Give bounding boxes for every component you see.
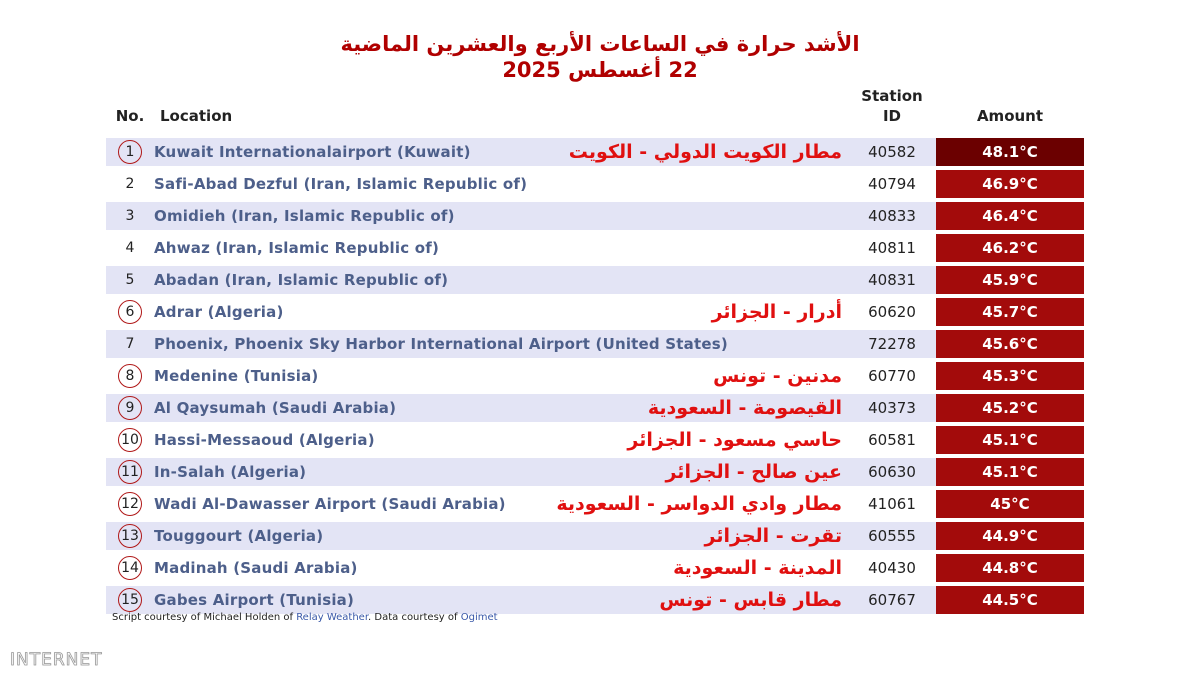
- rank-number-circled: 15: [118, 588, 142, 612]
- temperature-cell: 44.5°C: [936, 586, 1084, 614]
- station-id-cell: 60620: [848, 298, 936, 326]
- rank-cell: [106, 234, 154, 262]
- rank-number-circled: 9: [118, 396, 142, 420]
- station-id-cell: 40831: [848, 266, 936, 294]
- ogimet-link[interactable]: Ogimet: [460, 612, 498, 623]
- table-row: [106, 234, 1084, 262]
- location-cell: [154, 554, 848, 582]
- location-arabic-label: تقرت - الجزائر: [704, 525, 842, 547]
- location-name: Ahwaz (Iran, Islamic Republic of): [154, 239, 439, 257]
- temperature-cell: 44.8°C: [936, 554, 1084, 582]
- rank-number-circled: 11: [118, 460, 142, 484]
- location-arabic-label: مدنين - تونس: [713, 365, 842, 387]
- location-cell: [154, 202, 848, 230]
- station-id-cell: 40582: [848, 138, 936, 166]
- rank-number: 2: [125, 176, 135, 192]
- station-id-cell: 60555: [848, 522, 936, 550]
- station-id-cell: 40430: [848, 554, 936, 582]
- rank-cell: [106, 458, 154, 486]
- temperature-cell: 45.1°C: [936, 458, 1084, 486]
- column-header-station-id: [848, 86, 936, 134]
- location-name: In-Salah (Algeria): [154, 463, 307, 481]
- station-id-cell: 40794: [848, 170, 936, 198]
- rank-cell: [106, 490, 154, 518]
- rank-number-circled: 8: [118, 364, 142, 388]
- location-name: Hassi-Messaoud (Algeria): [154, 431, 375, 449]
- credits-text-2: . Data courtesy of: [368, 612, 461, 623]
- rank-cell: [106, 298, 154, 326]
- station-id-cell: 60770: [848, 362, 936, 390]
- location-cell: [154, 522, 848, 550]
- location-cell: [154, 266, 848, 294]
- rank-cell: [106, 362, 154, 390]
- temperature-cell: 45.7°C: [936, 298, 1084, 326]
- location-cell: [154, 586, 848, 614]
- column-header-amount: Amount: [976, 107, 1044, 125]
- location-name: Phoenix, Phoenix Sky Harbor International Airport (United States): [154, 335, 728, 353]
- temperature-cell: 45.9°C: [936, 266, 1084, 294]
- location-name: Gabes Airport (Tunisia): [154, 591, 355, 609]
- rank-cell: [106, 330, 154, 358]
- temperature-cell: 45.2°C: [936, 394, 1084, 422]
- location-name: Abadan (Iran, Islamic Republic of): [154, 271, 449, 289]
- station-id-cell: 40373: [848, 394, 936, 422]
- table-row: [106, 362, 1084, 390]
- temperature-cell: 45.6°C: [936, 330, 1084, 358]
- table-row: [106, 138, 1084, 166]
- location-cell: [154, 394, 848, 422]
- rank-number-circled: 12: [118, 492, 142, 516]
- location-name: Kuwait Internationalairport (Kuwait): [154, 143, 471, 161]
- rank-number: 4: [125, 240, 135, 256]
- location-name: Adrar (Algeria): [154, 303, 284, 321]
- location-cell: [154, 490, 848, 518]
- relay-weather-link[interactable]: Relay Weather: [296, 612, 369, 623]
- location-cell: [154, 458, 848, 486]
- table-header-row: [106, 86, 1084, 134]
- internet-watermark: INTERNET: [10, 650, 103, 670]
- rank-cell: [106, 138, 154, 166]
- location-cell: [154, 138, 848, 166]
- temperature-cell: 45.3°C: [936, 362, 1084, 390]
- station-id-cell: 40833: [848, 202, 936, 230]
- location-cell: [154, 426, 848, 454]
- rank-number-circled: 6: [118, 300, 142, 324]
- temperature-cell: 45°C: [936, 490, 1084, 518]
- rank-cell: [106, 426, 154, 454]
- column-header-station-id-label: Station ID: [861, 87, 923, 125]
- location-name: Madinah (Saudi Arabia): [154, 559, 358, 577]
- temperature-cell: 45.1°C: [936, 426, 1084, 454]
- title-line-1: الأشد حرارة في الساعات الأربع والعشرين الماضية: [340, 32, 860, 56]
- location-cell: [154, 362, 848, 390]
- rank-cell: [106, 554, 154, 582]
- station-id-cell: 60767: [848, 586, 936, 614]
- rank-number-circled: 14: [118, 556, 142, 580]
- title-line-2: 22 أغسطس 2025: [502, 58, 698, 82]
- rank-cell: [106, 170, 154, 198]
- location-arabic-label: القيصومة - السعودية: [647, 397, 842, 419]
- table-row: [106, 554, 1084, 582]
- location-name: Medenine (Tunisia): [154, 367, 319, 385]
- table-row: [106, 202, 1084, 230]
- table-row: [106, 298, 1084, 326]
- temperature-cell: 48.1°C: [936, 138, 1084, 166]
- location-name: Safi-Abad Dezful (Iran, Islamic Republic of): [154, 175, 528, 193]
- location-name: Al Qaysumah (Saudi Arabia): [154, 399, 397, 417]
- location-arabic-label: أدرار - الجزائر: [711, 301, 842, 323]
- station-id-cell: 60581: [848, 426, 936, 454]
- temperature-cell: 46.4°C: [936, 202, 1084, 230]
- rank-number-circled: 10: [118, 428, 142, 452]
- location-name: Touggourt (Algeria): [154, 527, 324, 545]
- rank-number: 5: [125, 272, 135, 288]
- credits-text-1: Script courtesy of Michael Holden of: [112, 612, 297, 623]
- hottest-places-table: [106, 82, 1084, 618]
- location-arabic-label: حاسي مسعود - الجزائر: [627, 429, 842, 451]
- location-name: Wadi Al-Dawasser Airport (Saudi Arabia): [154, 495, 506, 513]
- location-cell: [154, 330, 848, 358]
- column-header-location: Location: [160, 107, 233, 125]
- station-id-cell: 60630: [848, 458, 936, 486]
- rank-cell: [106, 266, 154, 294]
- rank-number-circled: 13: [118, 524, 142, 548]
- temperature-cell: 46.9°C: [936, 170, 1084, 198]
- location-arabic-label: مطار الكويت الدولي - الكويت: [568, 141, 842, 163]
- location-cell: [154, 298, 848, 326]
- location-cell: [154, 234, 848, 262]
- table-row: [106, 170, 1084, 198]
- rank-cell: [106, 394, 154, 422]
- rank-number: 7: [125, 336, 135, 352]
- credits-line: [112, 612, 498, 623]
- location-arabic-label: مطار قابس - تونس: [659, 589, 842, 611]
- rank-cell: [106, 522, 154, 550]
- table-row: [106, 490, 1084, 518]
- location-cell: [154, 170, 848, 198]
- table-row: [106, 330, 1084, 358]
- table-row: [106, 458, 1084, 486]
- station-id-cell: 40811: [848, 234, 936, 262]
- location-arabic-label: عين صالح - الجزائر: [665, 461, 842, 483]
- table-row: [106, 426, 1084, 454]
- table-row: [106, 522, 1084, 550]
- rank-cell: [106, 202, 154, 230]
- table-row: [106, 266, 1084, 294]
- location-arabic-label: مطار وادي الدواسر - السعودية: [556, 493, 842, 515]
- location-arabic-label: المدينة - السعودية: [673, 557, 842, 579]
- column-header-no: No.: [115, 107, 145, 125]
- temperature-cell: 44.9°C: [936, 522, 1084, 550]
- rank-number: 3: [125, 208, 135, 224]
- station-id-cell: 41061: [848, 490, 936, 518]
- rank-number-circled: 1: [118, 140, 142, 164]
- station-id-cell: 72278: [848, 330, 936, 358]
- location-name: Omidieh (Iran, Islamic Republic of): [154, 207, 455, 225]
- rank-cell: [106, 586, 154, 614]
- table-row: [106, 394, 1084, 422]
- table-row: [106, 586, 1084, 614]
- temperature-cell: 46.2°C: [936, 234, 1084, 262]
